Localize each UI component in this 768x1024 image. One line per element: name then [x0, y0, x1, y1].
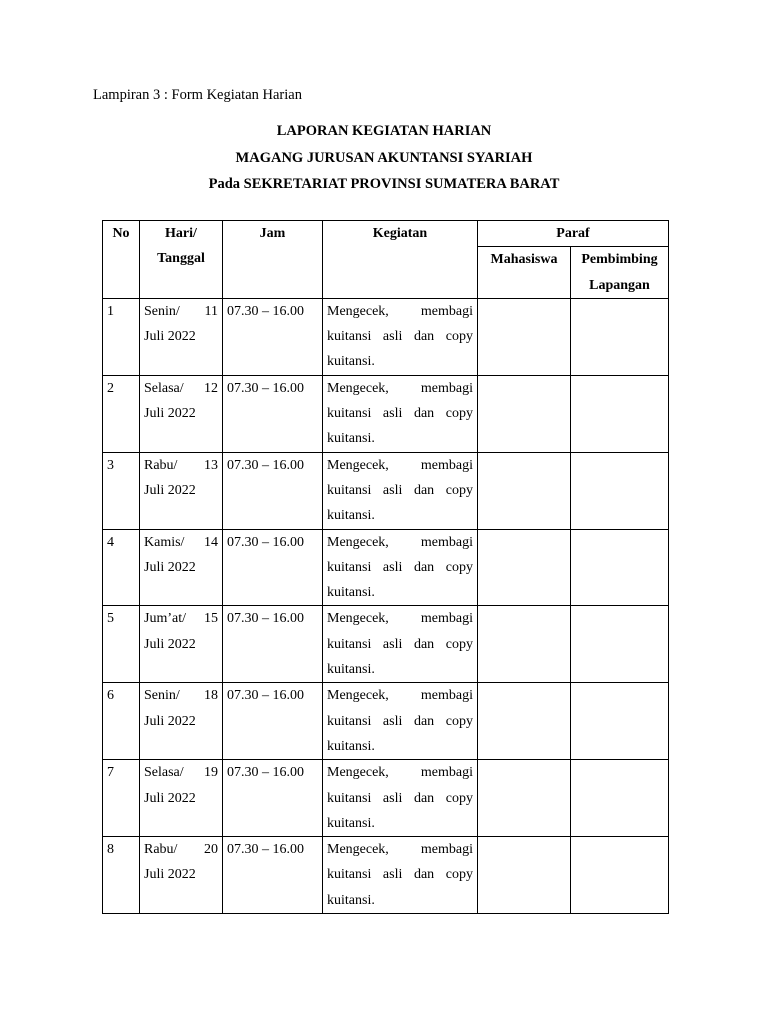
student-signature-cell[interactable]	[478, 452, 571, 529]
student-signature-cell[interactable]	[478, 606, 571, 683]
row-activity: Mengecek, membagi kuitansi asli dan copy kuitansi.	[323, 760, 478, 837]
student-signature-cell[interactable]	[478, 760, 571, 837]
header-no: No	[103, 221, 140, 299]
header-time: Jam	[223, 221, 323, 299]
row-number: 6	[103, 683, 140, 760]
table-row	[103, 452, 669, 529]
student-signature-cell[interactable]	[478, 529, 571, 606]
row-time: 07.30 – 16.00	[223, 760, 323, 837]
row-day-date: Rabu/ 13 Juli 2022	[140, 452, 223, 529]
row-number: 3	[103, 452, 140, 529]
table-row	[103, 298, 669, 375]
header-student: Mahasiswa	[478, 247, 571, 299]
row-day-date: Selasa/ 12 Juli 2022	[140, 375, 223, 452]
row-activity: Mengecek, membagi kuitansi asli dan copy kuitansi.	[323, 529, 478, 606]
attachment-label: Lampiran 3 : Form Kegiatan Harian	[93, 87, 302, 103]
row-number: 7	[103, 760, 140, 837]
header-signature: Paraf	[478, 221, 669, 247]
row-number: 1	[103, 298, 140, 375]
table-row	[103, 837, 669, 914]
row-day-date: Senin/ 11 Juli 2022	[140, 298, 223, 375]
table-row	[103, 683, 669, 760]
row-time: 07.30 – 16.00	[223, 837, 323, 914]
row-activity: Mengecek, membagi kuitansi asli dan copy kuitansi.	[323, 606, 478, 683]
row-number: 8	[103, 837, 140, 914]
supervisor-signature-cell[interactable]	[571, 298, 669, 375]
row-time: 07.30 – 16.00	[223, 452, 323, 529]
report-subtitle: MAGANG JURUSAN AKUNTANSI SYARIAH	[235, 149, 533, 166]
row-number: 4	[103, 529, 140, 606]
supervisor-signature-cell[interactable]	[571, 529, 669, 606]
report-title: LAPORAN KEGIATAN HARIAN	[276, 123, 492, 139]
supervisor-signature-cell[interactable]	[571, 606, 669, 683]
report-title-block	[0, 118, 768, 198]
student-signature-cell[interactable]	[478, 298, 571, 375]
report-institution: Pada SEKRETARIAT PROVINSI SUMATERA BARAT	[208, 176, 560, 192]
supervisor-signature-cell[interactable]	[571, 837, 669, 914]
supervisor-signature-cell[interactable]	[571, 760, 669, 837]
row-day-date: Senin/ 18 Juli 2022	[140, 683, 223, 760]
row-activity: Mengecek, membagi kuitansi asli dan copy kuitansi.	[323, 375, 478, 452]
row-time: 07.30 – 16.00	[223, 375, 323, 452]
row-number: 2	[103, 375, 140, 452]
supervisor-signature-cell[interactable]	[571, 683, 669, 760]
row-activity: Mengecek, membagi kuitansi asli dan copy kuitansi.	[323, 683, 478, 760]
row-day-date: Kamis/ 14 Juli 2022	[140, 529, 223, 606]
header-day-date: Hari/ Tanggal	[140, 221, 223, 299]
header-activity: Kegiatan	[323, 221, 478, 299]
student-signature-cell[interactable]	[478, 837, 571, 914]
header-supervisor: Pembimbing Lapangan	[571, 247, 669, 299]
row-day-date: Selasa/ 19 Juli 2022	[140, 760, 223, 837]
row-time: 07.30 – 16.00	[223, 529, 323, 606]
table-row	[103, 375, 669, 452]
supervisor-signature-cell[interactable]	[571, 375, 669, 452]
supervisor-signature-cell[interactable]	[571, 452, 669, 529]
row-activity: Mengecek, membagi kuitansi asli dan copy kuitansi.	[323, 298, 478, 375]
table-row	[103, 606, 669, 683]
table-row	[103, 760, 669, 837]
row-day-date: Rabu/ 20 Juli 2022	[140, 837, 223, 914]
student-signature-cell[interactable]	[478, 375, 571, 452]
row-day-date: Jum’at/ 15 Juli 2022	[140, 606, 223, 683]
table-body	[103, 298, 669, 913]
row-time: 07.30 – 16.00	[223, 606, 323, 683]
daily-activity-table	[102, 220, 669, 914]
row-number: 5	[103, 606, 140, 683]
table-row	[103, 529, 669, 606]
row-activity: Mengecek, membagi kuitansi asli dan copy kuitansi.	[323, 452, 478, 529]
row-time: 07.30 – 16.00	[223, 298, 323, 375]
row-time: 07.30 – 16.00	[223, 683, 323, 760]
row-activity: Mengecek, membagi kuitansi asli dan copy kuitansi.	[323, 837, 478, 914]
student-signature-cell[interactable]	[478, 683, 571, 760]
